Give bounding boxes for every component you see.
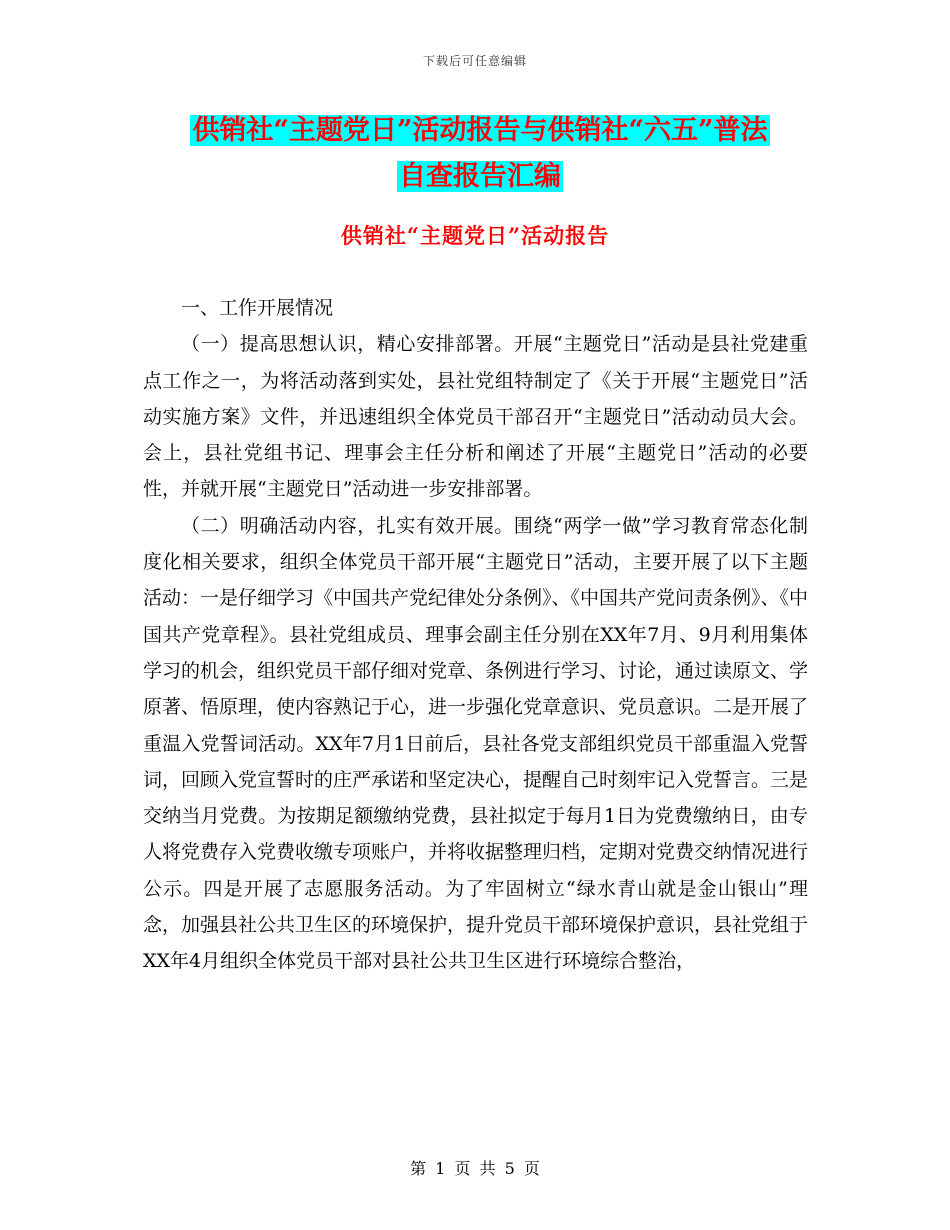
body-text (143, 290, 808, 980)
main-title-line-1: 供销社“主题党日”活动报告与供销社“六五”普法 (192, 115, 768, 146)
page-footer: 第 1 页 共 5 页 (410, 1159, 540, 1178)
main-title (140, 108, 820, 200)
paragraph: （二）明确活动内容，扎实有效开展。围绕“两学一做”学习教育常态化制度化相关要求，组织全体党员干部开展“主题党日”活动，主要开展了以下主题活动：一是仔细学习《中国共产党纪律处分条例》、《中国共产党问责条例》、《中国共产党章程》。县社党组成员、理事会副主任分别在XX年7月、9月利用集体学习的机会，组织党员干部仔细对党章、条例进行学习、讨论，通过读原文、学原著、悟原理，使内容熟记于心，进一步强化党章意识、党员意识。二是开展了重温入党誓词活动。XX年7月1日前后，县社各党支部组织党员干部重温入党誓词，回顾入党宣誓时的庄严承诺和坚定决心，提醒自己时刻牢记入党誓言。三是交纳当月党费。为按期足额缴纳党费，县社拟定于每月1日为党费缴纳日，由专人将党费存入党费收缴专项账户，并将收据整理归档，定期对党费交纳情况进行公示。四是开展了志愿服务活动。为了牢固树立“绿水青山就是金山银山”理念，加强县社公共卫生区的环境保护，提升党员干部环境保护意识，县社党组于XX年4月组织全体党员干部对县社公共卫生区进行环境综合整治， (143, 514, 809, 973)
main-title-line-2: 自查报告汇编 (399, 161, 561, 192)
header-note: 下载后可任意编辑 (422, 54, 527, 68)
section-title: 供销社“主题党日”活动报告 (340, 223, 610, 248)
paragraph-heading: 一、工作开展情况 (181, 297, 334, 319)
paragraph: （一）提高思想认识，精心安排部署。开展“主题党日”活动是县社党建重点工作之一，为将活动落到实处，县社党组特制定了《关于开展“主题党日”活动实施方案》文件，并迅速组织全体党员干部召开“主题党日”活动动员大会。会上，县社党组书记、理事会主任分析和阐述了开展“主题党日”活动的必要性，并就开展“主题党日”活动进一步安排部署。 (143, 333, 808, 501)
